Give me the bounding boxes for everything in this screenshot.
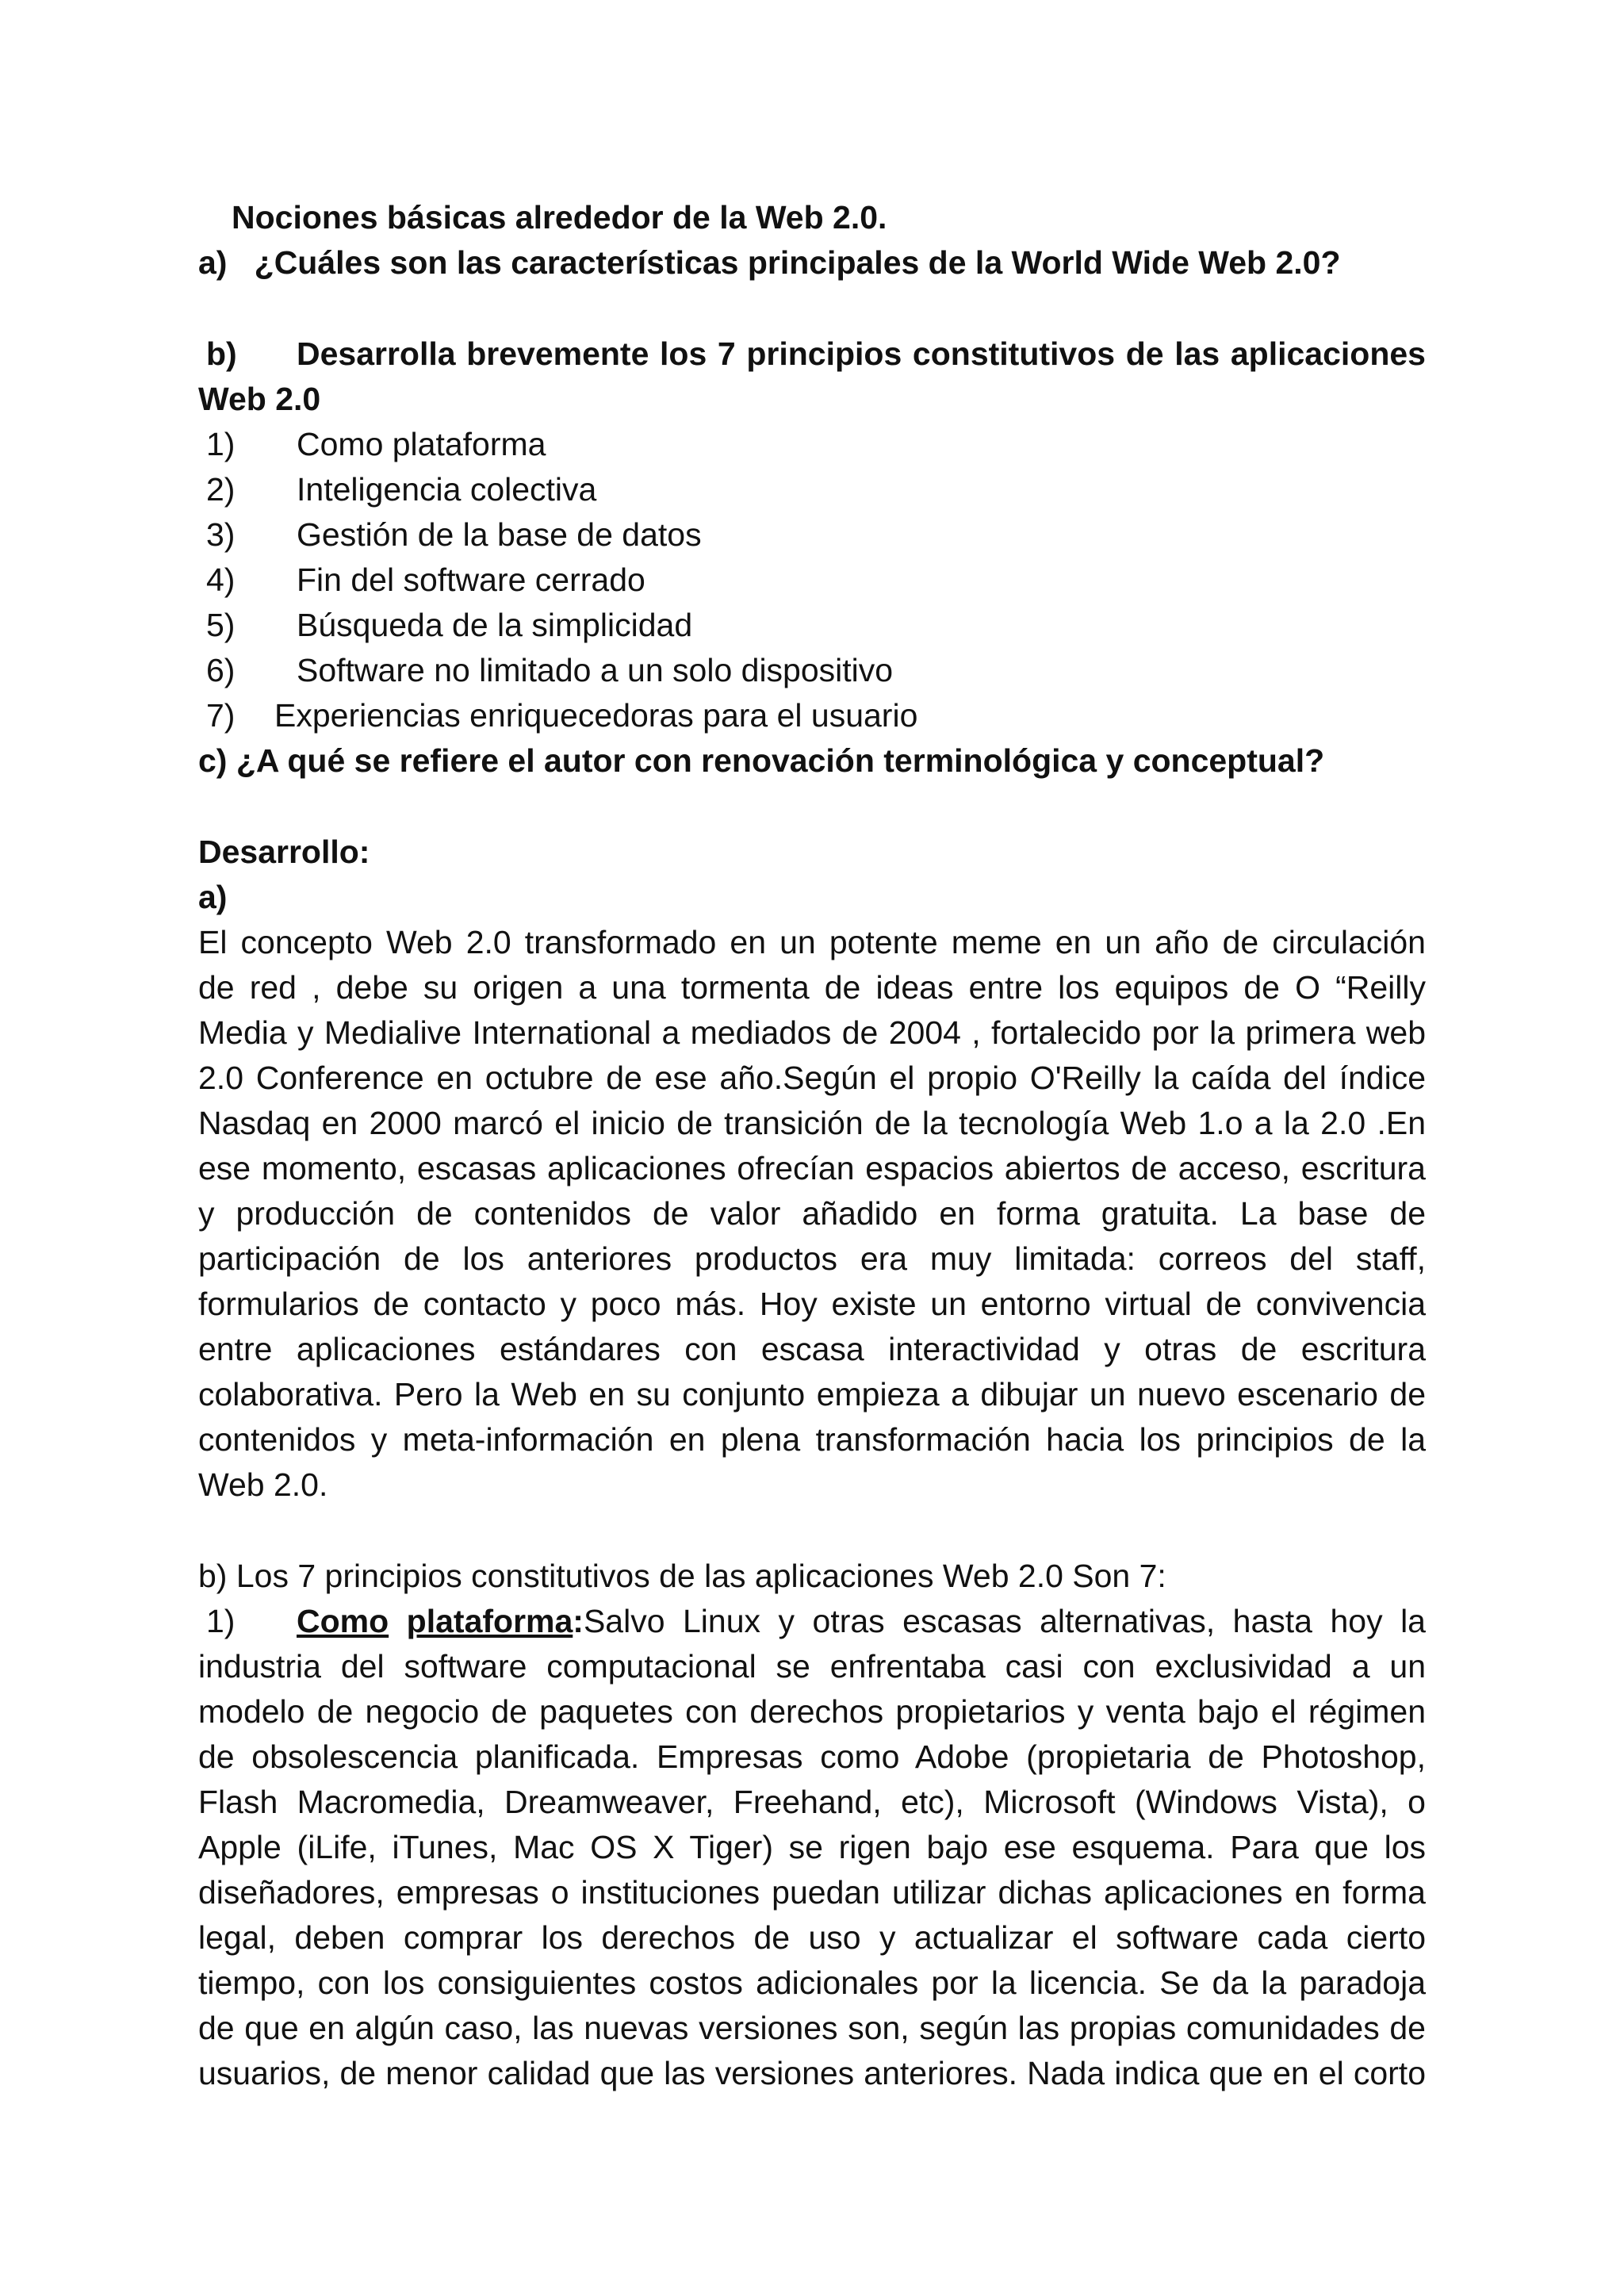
document-title: Nociones básicas alrededor de la Web 2.0. [232,199,887,236]
list-item-number: 7) [206,697,236,734]
paragraph-line: modelo de negocio de paquetes con derechos propietarios y venta bajo el régimen [198,1693,1426,1730]
paragraph-line: y producción de contenidos de valor añadido en forma gratuita. La base de [198,1195,1426,1232]
list-item-number: 3) [206,516,236,553]
paragraph-line: Media y Medialive International a mediados de 2004 , fortalecido por la primera web [198,1014,1426,1051]
question-b-text-1: Desarrolla brevemente los 7 principios constitutivos de las aplicaciones [297,335,1426,372]
answer-b1-title-word-2: plataforma [406,1603,573,1639]
question-a-label: a) [198,244,228,281]
list-item-text: Inteligencia colectiva [297,471,597,508]
paragraph-line: ese momento, escasas aplicaciones ofrecían espacios abiertos de acceso, escritura [198,1150,1426,1186]
question-b-line-1 [198,332,1426,377]
question-a [198,240,1426,286]
list-item-text: Gestión de la base de datos [297,516,702,553]
paragraph-line: Nasdaq en 2000 marcó el inicio de transición de la tecnología Web 1.o a la 2.0 .En [198,1105,1426,1141]
list-item-text: Búsqueda de la simplicidad [297,607,693,643]
list-item [198,603,1426,648]
paragraph-line: Apple (iLife, iTunes, Mac OS X Tiger) se rigen bajo ese esquema. Para que los [198,1829,1426,1865]
list-item [198,558,1426,603]
list-item [198,422,1426,467]
question-b-line-2: Web 2.0 [198,381,321,417]
list-item-number: 1) [206,426,236,462]
paragraph-line: de obsolescencia planificada. Empresas como Adobe (propietaria de Photoshop, [198,1738,1426,1775]
paragraph-line: formularios de contacto y poco más. Hoy existe un entorno virtual de convivencia [198,1286,1426,1322]
question-a-text: ¿Cuáles son las características principales de la World Wide Web 2.0? [254,244,1341,281]
paragraph-line: de red , debe su origen a una tormenta de ideas entre los equipos de O “Reilly [198,969,1426,1006]
question-b-label: b) [206,335,237,372]
question-c: c) ¿A qué se refiere el autor con renovación terminológica y conceptual? [198,742,1325,779]
list-item [198,467,1426,512]
paragraph-line: diseñadores, empresas o instituciones puedan utilizar dichas aplicaciones en forma [198,1874,1426,1911]
list-item-number: 5) [206,607,236,643]
list-item-number: 6) [206,652,236,688]
list-item [198,512,1426,558]
list-item-number: 2) [206,471,236,508]
list-item-text: Experiencias enriquecedoras para el usuario [274,697,918,734]
paragraph-line: legal, deben comprar los derechos de uso y actualizar el software cada cierto [198,1919,1426,1956]
paragraph-line: Web 2.0. [198,1466,328,1503]
answer-b1-number: 1) [206,1603,236,1639]
answer-a-label: a) [198,879,228,915]
paragraph-line: de que en algún caso, las nuevas versiones son, según las propias comunidades de [198,2010,1426,2046]
list-item [198,648,1426,693]
answer-b-intro: b) Los 7 principios constitutivos de las aplicaciones Web 2.0 Son 7: [198,1558,1166,1594]
list-item [198,693,1426,738]
paragraph-line: participación de los anteriores productos era muy limitada: correos del staff, [198,1240,1426,1277]
list-item-text: Software no limitado a un solo dispositivo [297,652,894,688]
section-heading: Desarrollo: [198,834,370,870]
list-item-number: 4) [206,562,236,598]
list-item-text: Fin del software cerrado [297,562,645,598]
list-item-text: Como plataforma [297,426,546,462]
answer-b1-title-word-1: Como [297,1603,389,1639]
paragraph-line: 2.0 Conference en octubre de ese año.Según el propio O'Reilly la caída del índice [198,1060,1426,1096]
answer-b1-first-line [198,1599,1426,1644]
paragraph-line: usuarios, de menor calidad que las versiones anteriores. Nada indica que en el corto [198,2055,1426,2091]
answer-b1-first-text: Salvo Linux y otras escasas alternativas, hasta hoy la [583,1603,1426,1639]
paragraph-line: Flash Macromedia, Dreamweaver, Freehand, etc), Microsoft (Windows Vista), o [198,1784,1426,1820]
paragraph-line: contenidos y meta-información en plena transformación hacia los principios de la [198,1421,1426,1458]
answer-b1-colon: : [573,1603,584,1639]
paragraph-line: colaborativa. Pero la Web en su conjunto empieza a dibujar un nuevo escenario de [198,1376,1426,1412]
paragraph-line: El concepto Web 2.0 transformado en un potente meme en un año de circulación [198,924,1426,960]
paragraph-line: industria del software computacional se enfrentaba casi con exclusividad a un [198,1648,1426,1685]
paragraph-line: tiempo, con los consiguientes costos adicionales por la licencia. Se da la paradoja [198,1964,1426,2001]
paragraph-line: entre aplicaciones estándares con escasa interactividad y otras de escritura [198,1331,1426,1367]
